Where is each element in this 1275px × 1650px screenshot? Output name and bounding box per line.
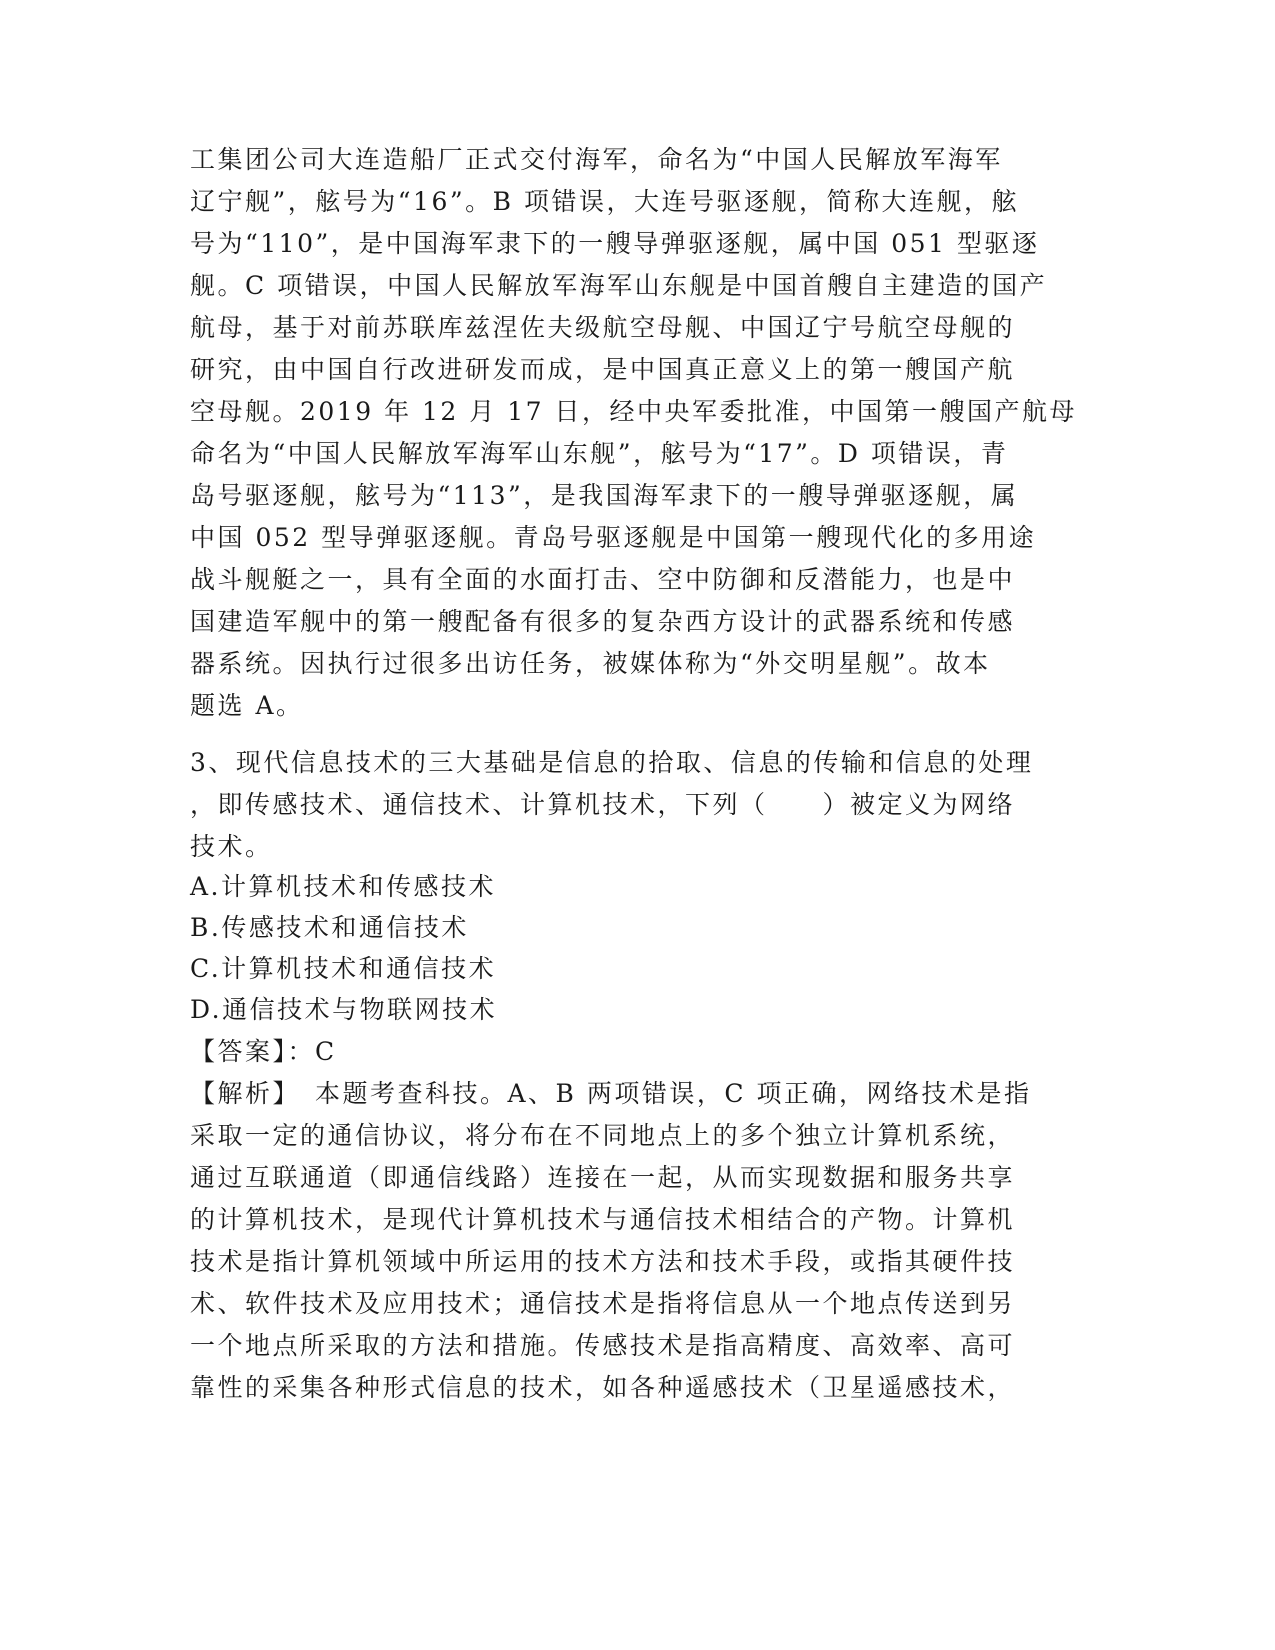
- explanation-line: 采取一定的通信协议，将分布在不同地点上的多个独立计算机系统，: [190, 1121, 1016, 1150]
- question-stem-line: 3、现代信息技术的三大基础是信息的拾取、信息的传输和信息的处理: [190, 748, 1034, 777]
- text-line: 航母，基于对前苏联库兹涅佐夫级航空母舰、中国辽宁号航空母舰的: [190, 313, 1016, 342]
- question-stem-line: 技术。: [190, 832, 273, 861]
- text-line: 辽宁舰”，舷号为“16”。B 项错误，大连号驱逐舰，简称大连舰，舷: [190, 187, 1019, 216]
- text-line: 国建造军舰中的第一艘配备有很多的复杂西方设计的武器系统和传感: [190, 607, 1016, 636]
- question-stem-line: ，即传感技术、通信技术、计算机技术，下列（ ）被定义为网络: [190, 790, 1016, 819]
- text-line: 中国 052 型导弹驱逐舰。青岛号驱逐舰是中国第一艘现代化的多用途: [190, 523, 1037, 552]
- explanation-line: 【解析】 本题考查科技。A、B 两项错误，C 项正确，网络技术是指: [190, 1079, 1032, 1108]
- explanation-line: 通过互联通道（即通信线路）连接在一起，从而实现数据和服务共享: [190, 1163, 1016, 1192]
- text-line: 研究，由中国自行改进研发而成，是中国真正意义上的第一艘国产航: [190, 355, 1016, 384]
- option-c: C.计算机技术和通信技术: [190, 954, 497, 983]
- option-a: A.计算机技术和传感技术: [190, 872, 497, 901]
- option-b: B.传感技术和通信技术: [190, 913, 469, 942]
- text-line: 器系统。因执行过很多出访任务，被媒体称为“外交明星舰”。故本: [190, 649, 991, 678]
- answer-line: 【答案】：C: [190, 1037, 337, 1066]
- explanation-line: 靠性的采集各种形式信息的技术，如各种遥感技术（卫星遥感技术，: [190, 1373, 1016, 1402]
- explanation-line: 技术是指计算机领域中所运用的技术方法和技术手段，或指其硬件技: [190, 1247, 1016, 1276]
- text-line: 战斗舰艇之一，具有全面的水面打击、空中防御和反潜能力，也是中: [190, 565, 1016, 594]
- text-line: 命名为“中国人民解放军海军山东舰”，舷号为“17”。D 项错误，青: [190, 439, 1009, 468]
- text-line: 题选 A。: [190, 691, 304, 720]
- text-line: 舰。C 项错误，中国人民解放军海军山东舰是中国首艘自主建造的国产: [190, 271, 1048, 300]
- text-line: 空母舰。2019 年 12 月 17 日，经中央军委批准，中国第一艘国产航母: [190, 397, 1077, 426]
- text-line: 工集团公司大连造船厂正式交付海军，命名为“中国人民解放军海军: [190, 145, 1003, 174]
- explanation-line: 术、软件技术及应用技术；通信技术是指将信息从一个地点传送到另: [190, 1289, 1016, 1318]
- text-line: 岛号驱逐舰，舷号为“113”，是我国海军隶下的一艘导弹驱逐舰，属: [190, 481, 1019, 510]
- explanation-line: 的计算机技术，是现代计算机技术与通信技术相结合的产物。计算机: [190, 1205, 1016, 1234]
- option-d: D.通信技术与物联网技术: [190, 995, 498, 1024]
- explanation-line: 一个地点所采取的方法和措施。传感技术是指高精度、高效率、高可: [190, 1331, 1016, 1360]
- text-line: 号为“110”，是中国海军隶下的一艘导弹驱逐舰，属中国 051 型驱逐: [190, 229, 1040, 258]
